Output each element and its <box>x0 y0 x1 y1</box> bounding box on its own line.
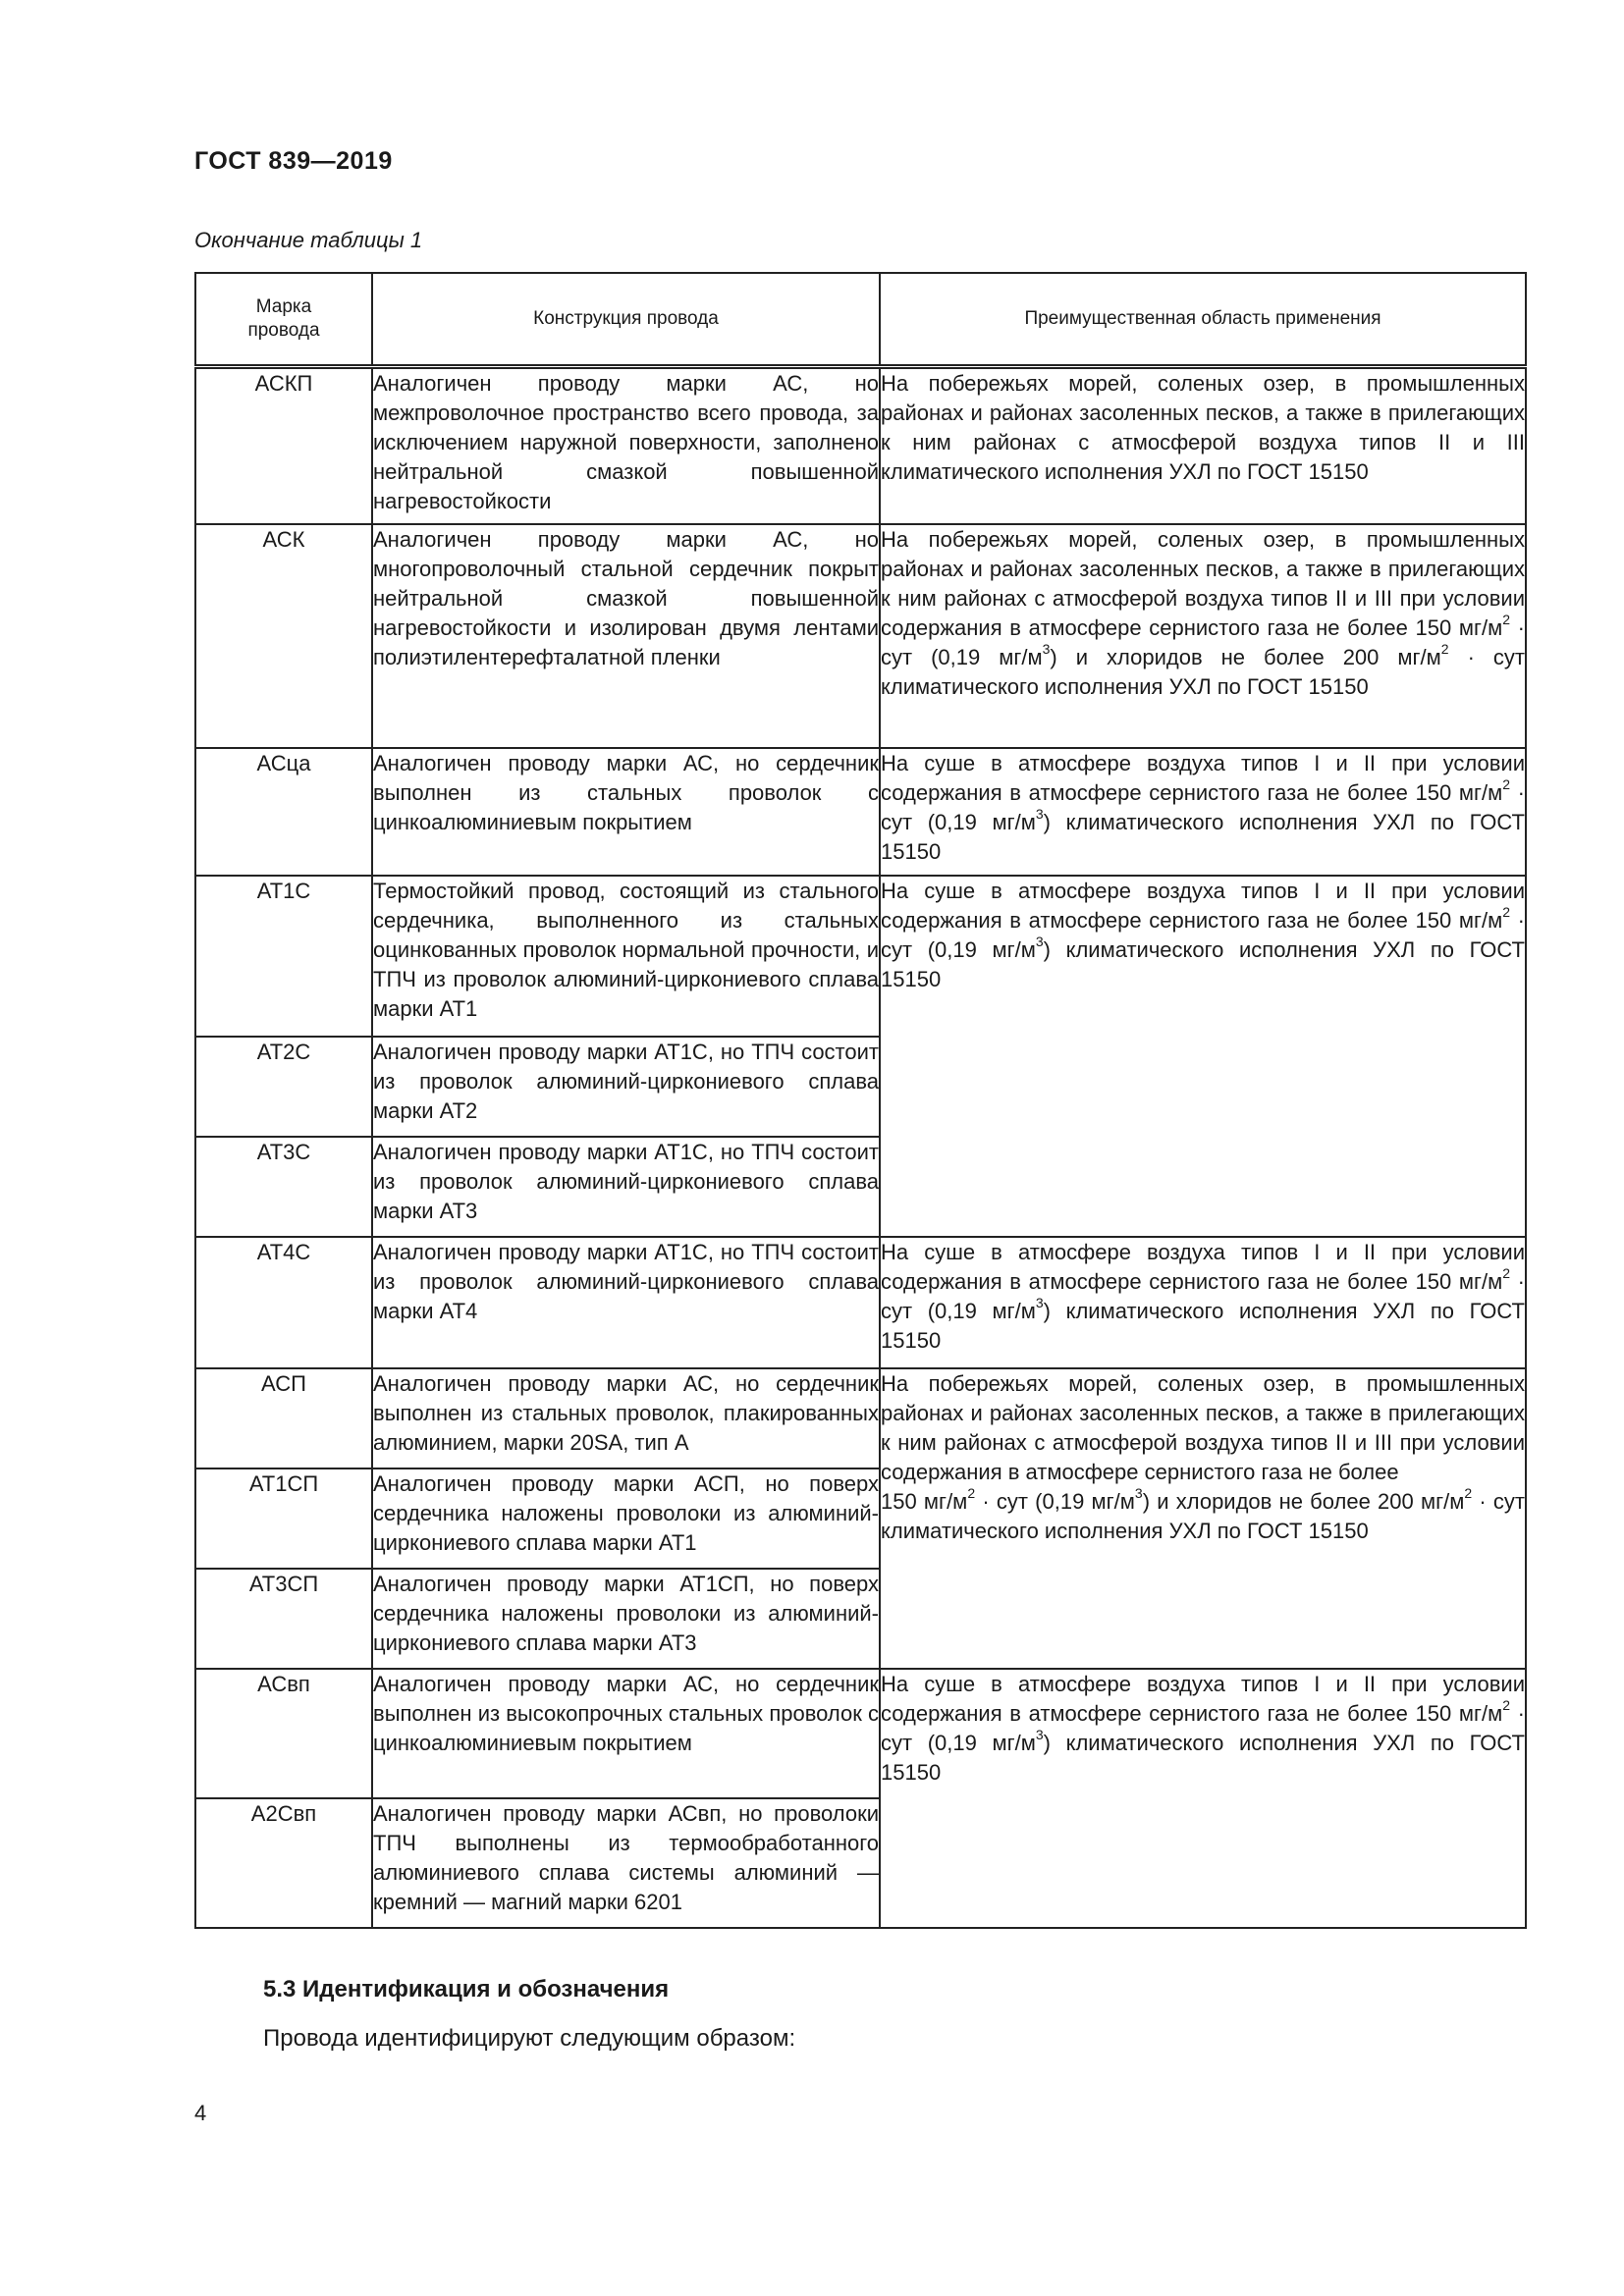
document-header: ГОСТ 839—2019 <box>194 147 393 175</box>
application-text: · сут (0,19 мг/м <box>975 1488 1135 1514</box>
superscript: 3 <box>1035 1295 1044 1311</box>
wire-application <box>880 748 1526 876</box>
wire-construction: Аналогичен проводу марки АТ1СП, но поверх сердечника наложены проволоки из алюминий-циркониевого сплава марки АТ3 <box>372 1569 880 1669</box>
wire-table <box>194 272 1527 1929</box>
application-text: ) климатического исполнения УХЛ по ГОСТ 15150 <box>881 809 1525 864</box>
table-row <box>195 1237 1526 1368</box>
superscript: 2 <box>1502 904 1511 921</box>
application-text: · сут (0,19 мг/м <box>881 1700 1525 1755</box>
superscript: 2 <box>1464 1485 1473 1502</box>
application-text: · сут климатического исполнения УХЛ по ГОСТ 15150 <box>881 1488 1525 1543</box>
superscript: 3 <box>1042 641 1051 658</box>
application-text: На побережьях морей, соленых озер, в промышленных районах и районах засоленных песков, а также в прилегающих к ним районах с атмосферой воздуха типов II и III при условии содержания в атмосфере сернистого газа не более <box>881 1370 1525 1484</box>
table-row <box>195 1368 1526 1468</box>
wire-mark: АСК <box>195 524 372 748</box>
wire-mark: АСКП <box>195 367 372 524</box>
column-header-application: Преимущественная область применения <box>880 273 1526 367</box>
application-text: · сут (0,19 мг/м <box>881 907 1525 962</box>
wire-application <box>880 876 1526 1237</box>
wire-application: На побережьях морей, соленых озер, в промышленных районах и районах засоленных песков, а также в прилегающих к ним районах с атмосферой воздуха типов II и III климатического исполнения УХЛ по ГОСТ 15150 <box>880 367 1526 524</box>
application-text: На суше в атмосфере воздуха типов I и II при условии содержания в атмосфере сернистого газа не более 150 мг/м <box>881 878 1525 933</box>
application-text: На побережьях морей, соленых озер, в промышленных районах и районах засоленных песков, а также в прилегающих к ним районах с атмосферой воздуха типов II и III при условии содержания в атмосфере сернистого газа не более 150 мг/м <box>881 526 1525 640</box>
superscript: 2 <box>1502 612 1511 628</box>
wire-mark: АТ3С <box>195 1137 372 1237</box>
application-text: 150 мг/м <box>881 1488 968 1514</box>
wire-mark: АТ1СП <box>195 1468 372 1569</box>
application-text: На суше в атмосфере воздуха типов I и II при условии содержания в атмосфере сернистого газа не более 150 мг/м <box>881 1239 1525 1294</box>
table-header-row <box>195 273 1526 367</box>
superscript: 3 <box>1035 806 1044 823</box>
wire-mark: АТ3СП <box>195 1569 372 1669</box>
application-text: ) и хлоридов не более 200 мг/м <box>1050 644 1441 669</box>
superscript: 2 <box>1502 1697 1511 1714</box>
wire-construction: Аналогичен проводу марки АС, но сердечник выполнен из стальных проволок, плакированных алюминием, марки 20SA, тип А <box>372 1368 880 1468</box>
table-row <box>195 367 1526 524</box>
wire-construction: Аналогичен проводу марки АС, но сердечник выполнен из стальных проволок с цинкоалюминиевым покрытием <box>372 748 880 876</box>
wire-construction: Аналогичен проводу марки АСвп, но проволоки ТПЧ выполнены из термообработанного алюминиевого сплава системы алюминий — кремний — магний марки 6201 <box>372 1798 880 1928</box>
application-text: ) климатического исполнения УХЛ по ГОСТ 15150 <box>881 1298 1525 1353</box>
superscript: 3 <box>1134 1485 1143 1502</box>
wire-mark: АСвп <box>195 1669 372 1798</box>
wire-mark: АТ1С <box>195 876 372 1037</box>
wire-application <box>880 524 1526 748</box>
superscript: 3 <box>1035 934 1044 950</box>
superscript: 2 <box>1440 641 1449 658</box>
superscript: 2 <box>1502 776 1511 793</box>
wire-construction: Аналогичен проводу марки АТ1С, но ТПЧ состоит из проволок алюминий-циркониевого сплава марки АТ3 <box>372 1137 880 1237</box>
body-paragraph: Провода идентифицируют следующим образом: <box>263 2025 796 2052</box>
page-number: 4 <box>194 2101 207 2125</box>
table-row <box>195 524 1526 748</box>
superscript: 3 <box>1035 1727 1044 1743</box>
column-header-mark: Марка провода <box>195 273 372 367</box>
wire-application <box>880 1237 1526 1368</box>
table-row <box>195 748 1526 876</box>
wire-mark: АСП <box>195 1368 372 1468</box>
application-text: ) и хлоридов не более 200 мг/м <box>1142 1488 1465 1514</box>
section-heading: 5.3 Идентификация и обозначения <box>263 1976 670 2002</box>
wire-construction: Аналогичен проводу марки АС, но межпроволочное пространство всего провода, за исключением наружной поверхности, заполнено нейтральной смазкой повышенной нагревостойкости <box>372 367 880 524</box>
wire-construction: Термостойкий провод, состоящий из стального сердечника, выполненного из стальных оцинкованных проволок нормальной прочности, и ТПЧ из проволок алюминий-циркониевого сплава марки АТ1 <box>372 876 880 1037</box>
application-text: · сут (0,19 мг/м <box>881 779 1525 834</box>
wire-construction: Аналогичен проводу марки АСП, но поверх сердечника наложены проволоки из алюминий-циркониевого сплава марки АТ1 <box>372 1468 880 1569</box>
wire-construction: Аналогичен проводу марки АТ1С, но ТПЧ состоит из проволок алюминий-циркониевого сплава марки АТ2 <box>372 1037 880 1137</box>
wire-mark: АТ4С <box>195 1237 372 1368</box>
wire-construction: Аналогичен проводу марки АС, но сердечник выполнен из высокопрочных стальных проволок с цинкоалюминиевым покрытием <box>372 1669 880 1798</box>
wire-construction: Аналогичен проводу марки АС, но многопроволочный стальной сердечник покрыт нейтральной смазкой повышенной нагревостойкости и изолирован двумя лентами полиэтилентерефталатной пленки <box>372 524 880 748</box>
application-text: На суше в атмосфере воздуха типов I и II при условии содержания в атмосфере сернистого газа не более 150 мг/м <box>881 1671 1525 1726</box>
application-text: · сут (0,19 мг/м <box>881 614 1525 669</box>
wire-application <box>880 1669 1526 1928</box>
application-text: · сут климатического исполнения УХЛ по ГОСТ 15150 <box>881 644 1525 699</box>
application-text: ) климатического исполнения УХЛ по ГОСТ 15150 <box>881 936 1525 991</box>
column-header-construction: Конструкция провода <box>372 273 880 367</box>
table-row <box>195 1669 1526 1798</box>
wire-application <box>880 1368 1526 1669</box>
application-text: · сут (0,19 мг/м <box>881 1268 1525 1323</box>
wire-mark: АТ2С <box>195 1037 372 1137</box>
wire-mark: АСца <box>195 748 372 876</box>
superscript: 2 <box>1502 1265 1511 1282</box>
superscript: 2 <box>967 1485 976 1502</box>
application-text: На суше в атмосфере воздуха типов I и II при условии содержания в атмосфере сернистого газа не более 150 мг/м <box>881 750 1525 805</box>
wire-construction: Аналогичен проводу марки АТ1С, но ТПЧ состоит из проволок алюминий-циркониевого сплава марки АТ4 <box>372 1237 880 1368</box>
application-text: ) климатического исполнения УХЛ по ГОСТ 15150 <box>881 1730 1525 1785</box>
table-caption: Окончание таблицы 1 <box>194 228 423 252</box>
wire-mark: А2Свп <box>195 1798 372 1928</box>
table-row <box>195 876 1526 1037</box>
